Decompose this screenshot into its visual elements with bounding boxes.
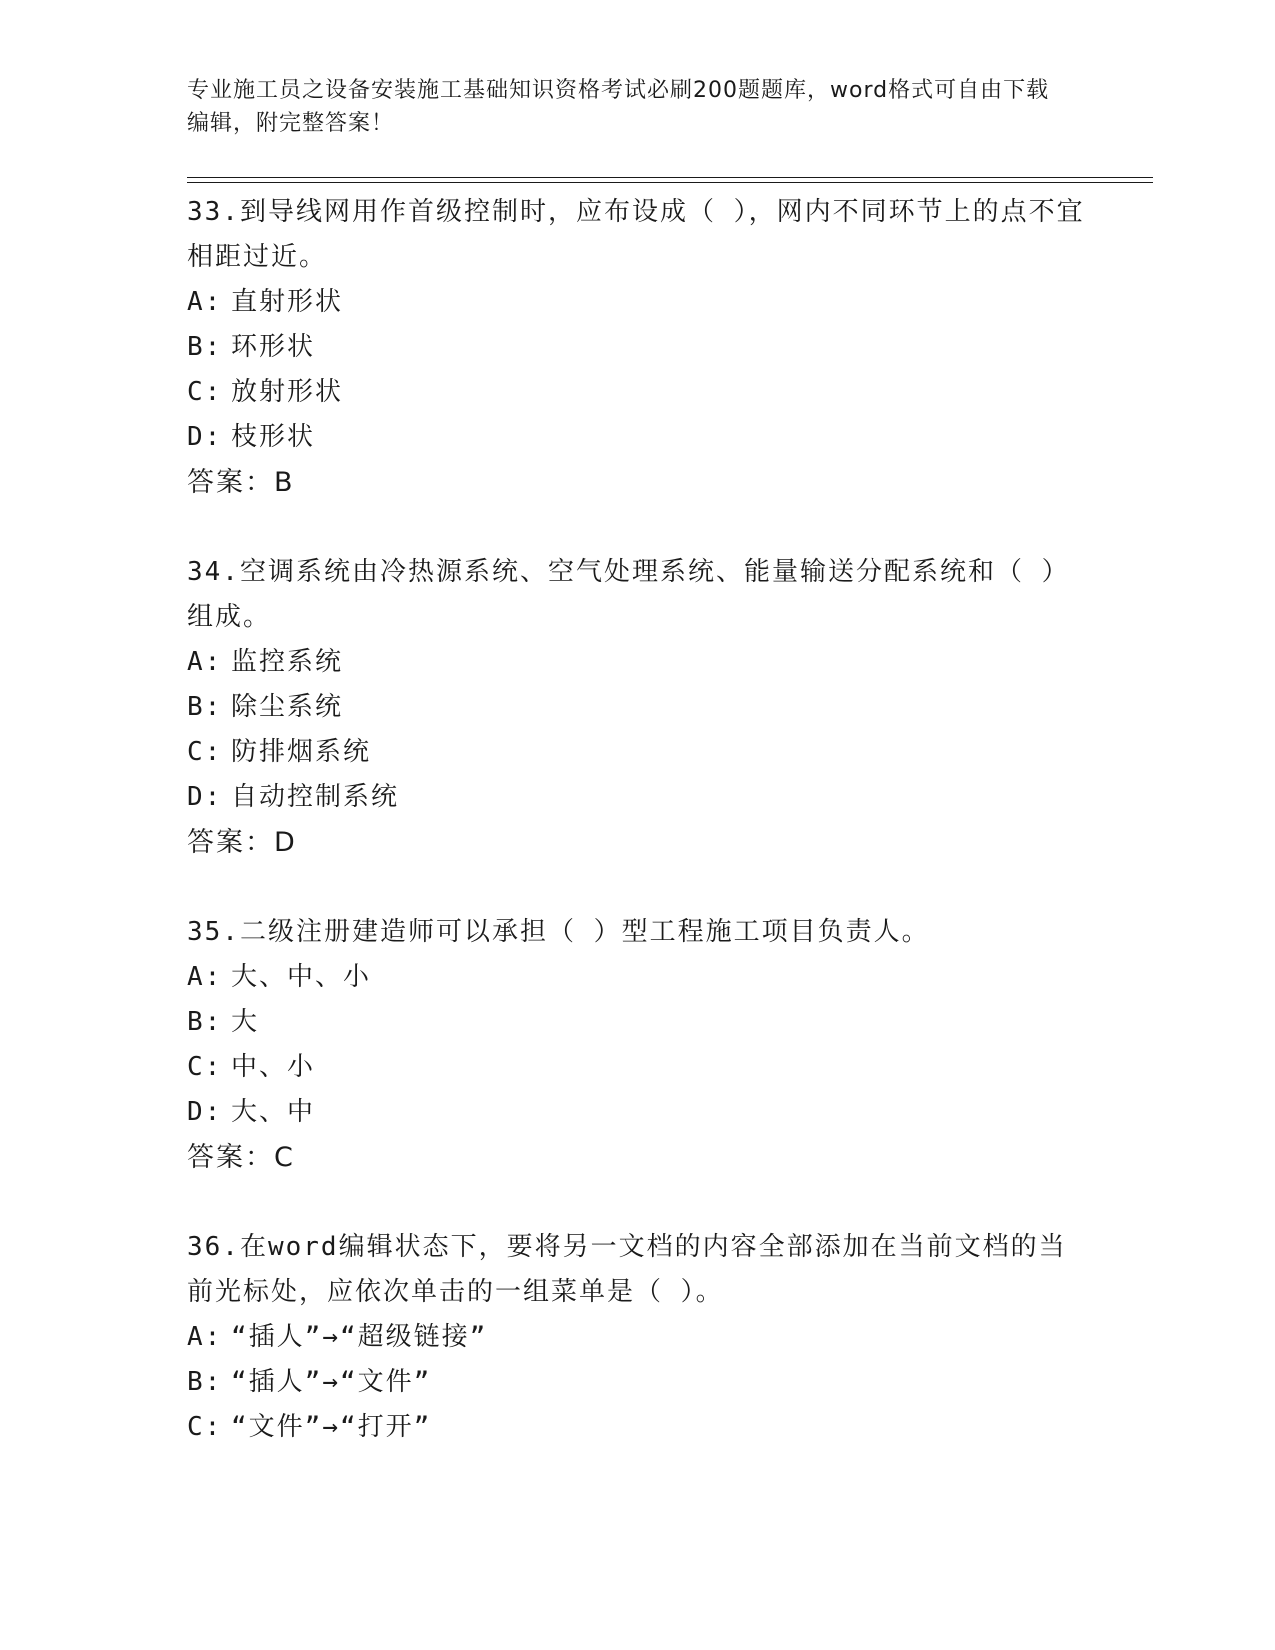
option-letter: A: [187, 287, 223, 317]
option-letter: D: [187, 1097, 223, 1127]
option-a [187, 955, 1087, 1000]
document-header: 专业施工员之设备安装施工基础知识资格考试必刷200题题库，word格式可自由下载编辑，附完整答案！ [187, 78, 1050, 136]
question-block [187, 550, 1087, 865]
option-letter: C: [187, 377, 223, 407]
question-text: 33.到导线网用作首级控制时，应布设成（ ），网内不同环节上的点不宜相距过近。 [187, 197, 1085, 272]
option-text: 大、中 [231, 1097, 316, 1127]
option-text: 防排烟系统 [231, 737, 372, 767]
option-text: 大 [231, 1007, 260, 1037]
option-text: 自动控制系统 [231, 782, 400, 812]
option-text: 中、小 [231, 1052, 316, 1082]
option-letter: C: [187, 737, 223, 767]
answer-line: 答案：C [187, 1142, 295, 1173]
option-text: 环形状 [231, 332, 316, 362]
option-letter: B: [187, 692, 223, 722]
option-c [187, 1045, 1087, 1090]
option-letter: C: [187, 1052, 223, 1082]
option-a [187, 640, 1087, 685]
option-c [187, 370, 1087, 415]
header-rule-top [187, 177, 1153, 178]
option-a [187, 280, 1087, 325]
option-letter: D: [187, 782, 223, 812]
question-list [187, 190, 1087, 1495]
option-letter: B: [187, 332, 223, 362]
option-text: 直射形状 [231, 287, 344, 317]
question-text: 35.二级注册建造师可以承担（ ）型工程施工项目负责人。 [187, 917, 930, 947]
option-b [187, 685, 1087, 730]
question-text: 34.空调系统由冷热源系统、空气处理系统、能量输送分配系统和（ ）组成。 [187, 557, 1070, 632]
option-d [187, 775, 1087, 820]
option-letter: A: [187, 1322, 223, 1352]
option-text: “插人”→“超级链接” [231, 1322, 488, 1352]
option-text: 大、中、小 [231, 962, 372, 992]
option-letter: B: [187, 1367, 223, 1397]
question-block [187, 1225, 1087, 1450]
question-block [187, 190, 1087, 505]
option-text: “插人”→“文件” [231, 1367, 432, 1397]
option-text: “文件”→“打开” [231, 1412, 432, 1442]
option-letter: C: [187, 1412, 223, 1442]
option-text: 除尘系统 [231, 692, 344, 722]
option-text: 放射形状 [231, 377, 344, 407]
option-c [187, 1405, 1087, 1450]
option-letter: B: [187, 1007, 223, 1037]
option-d [187, 415, 1087, 460]
option-b [187, 1360, 1087, 1405]
option-letter: A: [187, 647, 223, 677]
answer-line: 答案：D [187, 827, 297, 858]
option-letter: D: [187, 422, 223, 452]
answer-line: 答案：B [187, 467, 295, 498]
option-c [187, 730, 1087, 775]
option-b [187, 325, 1087, 370]
option-letter: A: [187, 962, 223, 992]
option-text: 监控系统 [231, 647, 344, 677]
header-rule-bottom [187, 182, 1153, 183]
option-text: 枝形状 [231, 422, 316, 452]
option-d [187, 1090, 1087, 1135]
option-a [187, 1315, 1087, 1360]
question-text: 36.在word编辑状态下，要将另一文档的内容全部添加在当前文档的当前光标处，应依次单击的一组菜单是（ ）。 [187, 1232, 1067, 1307]
question-block [187, 910, 1087, 1180]
option-b [187, 1000, 1087, 1045]
